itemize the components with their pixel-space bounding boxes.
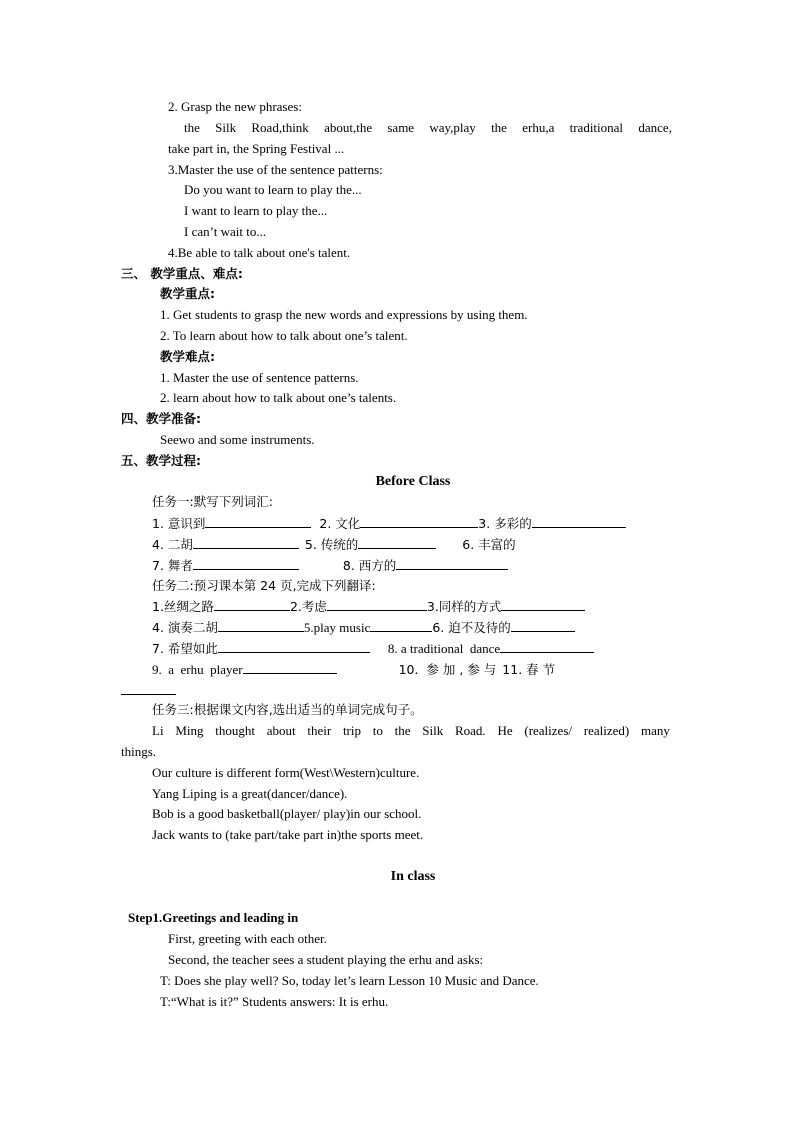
step-1-heading: Step1.Greetings and leading in [128, 910, 299, 925]
sentence-word: their [307, 723, 332, 738]
step-1-line-3: T: Does she play well? So, today let’s learn Lesson 10 Music and Dance. [160, 973, 539, 988]
task-1-q5: 5. 传统的 [304, 537, 359, 552]
sentence-word: to [372, 723, 383, 738]
task-2-q4: 4. 演奏二胡 [152, 620, 218, 635]
task-2-q10: 10. 参 加 , 参 与 [398, 662, 497, 677]
sentence-word: (realizes/ [524, 723, 572, 738]
sentence-word: about [266, 723, 296, 738]
task-1-q1: 1. 意识到 [152, 516, 206, 531]
sentence-pattern-3: I can’t wait to... [184, 224, 267, 239]
task-2-q2: 2.考虑 [289, 599, 327, 614]
sentence-word: Silk [422, 723, 444, 738]
answer-blank[interactable] [370, 619, 432, 632]
answer-blank[interactable] [358, 536, 436, 549]
answer-blank[interactable] [501, 598, 585, 611]
key-point-2: 2. To learn about how to talk about one’s talent. [160, 328, 408, 343]
sentence-word: Li [152, 723, 164, 738]
section-5-heading: 五、教学过程: [121, 453, 201, 468]
task-1-row-1 [152, 515, 626, 532]
answer-blank[interactable] [511, 619, 575, 632]
sentence-pattern-1: Do you want to learn to play the... [184, 182, 362, 197]
section-4-heading: 四、教学准备: [121, 411, 201, 426]
phrase-word: erhu,a [522, 120, 555, 135]
task-2-q8: 8. a traditional dance [387, 641, 501, 656]
phrase-word: way,play [429, 120, 476, 135]
sentence-word: Road. [454, 723, 486, 738]
step-1-line-4: T:“What is it?” Students answers: It is erhu. [160, 994, 389, 1009]
goal-item-4: 4.Be able to talk about one's talent. [168, 245, 351, 260]
goal-phrases-line-1 [184, 120, 672, 136]
phrase-word: the [184, 120, 200, 135]
task-2-heading: 任务二:预习课本第 24 页,完成下列翻译: [152, 578, 376, 593]
goal-phrases-line-2: take part in, the Spring Festival ... [168, 141, 345, 156]
task-3-sentence-3: Yang Liping is a great(dancer/dance). [152, 786, 348, 801]
answer-blank[interactable] [121, 682, 176, 695]
answer-blank[interactable] [214, 598, 290, 611]
answer-blank[interactable] [327, 598, 427, 611]
goal-item-3: 3.Master the use of the sentence patterns: [168, 162, 383, 177]
answer-blank[interactable] [205, 515, 311, 528]
section-3-heading: 三、 教学重点、难点: [121, 266, 243, 281]
task-2-q3: 3.同样的方式 [426, 599, 502, 614]
phrase-word: same [387, 120, 415, 135]
sentence-word: trip [342, 723, 361, 738]
difficult-point-1: 1. Master the use of sentence patterns. [160, 370, 359, 385]
sentence-word: realized) [583, 723, 630, 738]
sentence-word: thought [215, 723, 255, 738]
step-1-line-1: First, greeting with each other. [168, 931, 327, 946]
phrase-word: traditional [569, 120, 624, 135]
task-2-row-4 [152, 661, 555, 678]
phrase-word: Road,think [251, 120, 309, 135]
task-3-sentence-1-line-2: things. [121, 744, 157, 759]
sentence-pattern-2: I want to learn to play the... [184, 203, 328, 218]
key-points-heading: 教学重点: [160, 286, 215, 301]
answer-blank[interactable] [243, 661, 337, 674]
phrase-word: about,the [324, 120, 373, 135]
task-2-row-1 [152, 598, 585, 615]
task-1-heading: 任务一:默写下列词汇: [152, 494, 273, 509]
in-class-title: In class [390, 869, 436, 884]
phrase-word: Silk [215, 120, 237, 135]
phrase-word: the [491, 120, 507, 135]
task-1-row-3 [152, 557, 508, 574]
phrase-word: dance, [638, 120, 672, 135]
task-2-q7: 7. 希望如此 [152, 641, 218, 656]
goal-item-2: 2. Grasp the new phrases: [168, 99, 302, 114]
sentence-word: many [640, 723, 670, 738]
answer-blank[interactable] [218, 619, 304, 632]
preparation-text: Seewo and some instruments. [160, 432, 315, 447]
answer-blank[interactable] [396, 557, 508, 570]
task-1-q2: 2. 文化 [319, 516, 361, 531]
answer-blank[interactable] [218, 640, 370, 653]
task-3-heading: 任务三:根据课文内容,选出适当的单词完成句子。 [152, 702, 423, 717]
sentence-word: He [497, 723, 513, 738]
task-1-q4: 4. 二胡 [152, 537, 193, 552]
before-class-title: Before Class [375, 474, 451, 489]
key-point-1: 1. Get students to grasp the new words and expressions by using them. [160, 307, 528, 322]
task-2-q9: 9. a erhu player [152, 662, 243, 677]
step-1-line-2: Second, the teacher sees a student playing the erhu and asks: [168, 952, 484, 967]
task-2-q5: 5.play music [303, 620, 371, 635]
task-3-sentence-4: Bob is a good basketball(player/ play)in our school. [152, 806, 422, 821]
task-2-row-5 [121, 682, 176, 699]
difficult-points-heading: 教学难点: [160, 349, 215, 364]
task-2-q6: 6. 迫不及待的 [432, 620, 511, 635]
sentence-word: Ming [175, 723, 204, 738]
task-1-q3: 3. 多彩的 [478, 516, 532, 531]
answer-blank[interactable] [193, 536, 299, 549]
task-1-row-2 [152, 536, 524, 553]
answer-blank[interactable] [193, 557, 299, 570]
sentence-word: the [394, 723, 411, 738]
task-2-q1: 1.丝绸之路 [152, 599, 214, 614]
task-1-q8: 8. 西方的 [342, 558, 397, 573]
task-3-sentence-1-line-1 [152, 723, 670, 739]
task-2-row-3 [152, 640, 594, 657]
difficult-point-2: 2. learn about how to talk about one’s talents. [160, 390, 397, 405]
task-2-q11: 11. 春 节 [502, 662, 556, 677]
answer-blank[interactable] [500, 640, 594, 653]
task-1-q7: 7. 舞者 [152, 558, 193, 573]
task-3-sentence-2: Our culture is different form(West\Western)culture. [152, 765, 420, 780]
answer-blank[interactable] [532, 515, 626, 528]
answer-blank[interactable] [360, 515, 478, 528]
task-3-sentence-5: Jack wants to (take part/take part in)the sports meet. [152, 827, 424, 842]
task-1-q6: 6. 丰富的 [462, 537, 516, 552]
task-2-row-2 [152, 619, 575, 636]
